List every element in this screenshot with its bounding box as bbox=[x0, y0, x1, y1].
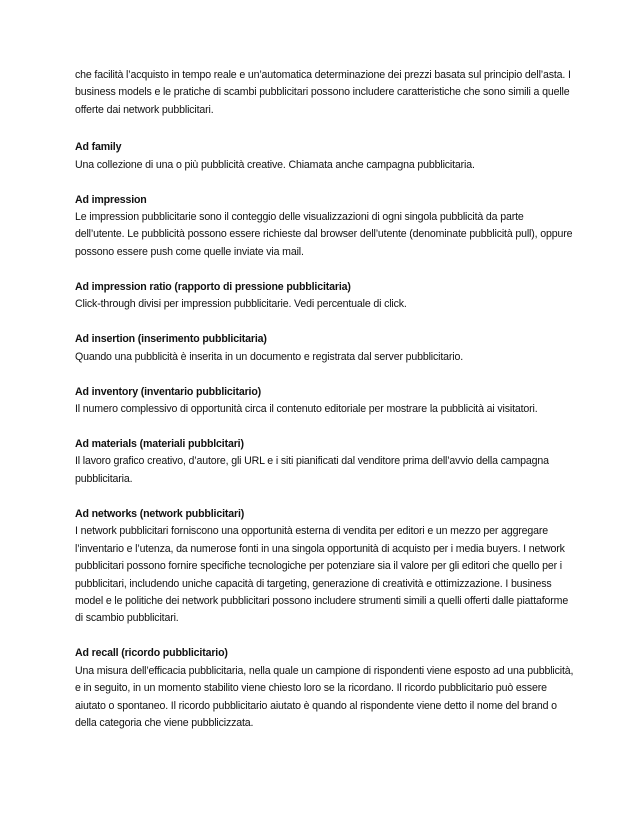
glossary-definition: Una misura dell’efficacia pubblicitaria, nella quale un campione di rispondenti viene esposto ad una pubblicità, e in seguito, in un momento stabilito viene chiesto loro se la ricordano. Il ricordo pubblicitario può essere aiutato o spontaneo. Il ricordo pubblicitario aiutato è quando al rispondente viene detto il nome del brand o della categoria che viene pubblicizzata. bbox=[75, 664, 574, 729]
glossary-term: Ad family bbox=[75, 141, 122, 154]
glossary-definition: Le impression pubblicitarie sono il conteggio delle visualizzazioni di ogni singola pubblicità da parte dell’utente. Le pubblicità possono essere richieste dal browser dell’utente (denominate pubblicità pull), oppure possono essere push come quelle inviate via mail. bbox=[75, 211, 573, 258]
glossary-entry-ad-impression bbox=[75, 192, 575, 262]
glossary-definition: Una collezione di una o più pubblicità creative. Chiamata anche campagna pubblicitaria. bbox=[75, 158, 475, 171]
glossary-entry-ad-family bbox=[75, 139, 575, 174]
glossary-entry-ad-insertion bbox=[75, 331, 575, 366]
glossary-definition: Quando una pubblicità è inserita in un documento e registrata dal server pubblicitario. bbox=[75, 350, 463, 363]
intro-paragraph: che facilità l’acquisto in tempo reale e un’automatica determinazione dei prezzi basata sul principio dell’asta. I business models e le pratiche di scambi pubblicitari possono includere caratteristiche che sono simili a quelle offerte dai network pubblicitari. bbox=[75, 69, 571, 116]
glossary-term: Ad impression bbox=[75, 193, 147, 206]
glossary-entry-ad-impression-ratio bbox=[75, 279, 575, 314]
glossary-entry-ad-recall bbox=[75, 645, 575, 732]
glossary-definition: Il lavoro grafico creativo, d’autore, gli URL e i siti pianificati dal venditore prima dell’avvio della campagna pubblicitaria. bbox=[75, 455, 549, 485]
glossary-definition: Click-through divisi per impression pubblicitarie. Vedi percentuale di click. bbox=[75, 298, 407, 311]
glossary-term: Ad networks (network pubblicitari) bbox=[75, 507, 245, 520]
glossary-definition: Il numero complessivo di opportunità circa il contenuto editoriale per mostrare la pubblicità ai visitatori. bbox=[75, 403, 538, 416]
glossary-entry-ad-networks bbox=[75, 506, 575, 628]
glossary-term: Ad insertion (inserimento pubblicitaria) bbox=[75, 333, 267, 346]
glossary-entry-ad-inventory bbox=[75, 384, 575, 419]
glossary-term: Ad inventory (inventario pubblicitario) bbox=[75, 385, 262, 398]
glossary-term: Ad recall (ricordo pubblicitario) bbox=[75, 647, 228, 660]
glossary-definition: I network pubblicitari forniscono una opportunità esterna di vendita per editori e un mezzo per aggregare l’inventario e l’utenza, da numerose fonti in una singola opportunità di acquisto per i media buyers. I network pubblicitari possono fornire specifiche tecnologiche per potenziare sia il valore per gli editori che quello per i pubblicitari, includendo uniche capacità di targeting, generazione di creatività e ottimizzazione. I business model e le politiche dei network pubblicitari possono includere strumenti simili a quelli offerti dalle piattaforme di scambio pubblicitari. bbox=[75, 525, 569, 625]
glossary-entry-ad-materials bbox=[75, 436, 575, 488]
glossary-term: Ad impression ratio (rapporto di pressione pubblicitaria) bbox=[75, 280, 351, 293]
glossary-term: Ad materials (materiali pubblcitari) bbox=[75, 438, 244, 451]
page-content bbox=[75, 67, 575, 750]
